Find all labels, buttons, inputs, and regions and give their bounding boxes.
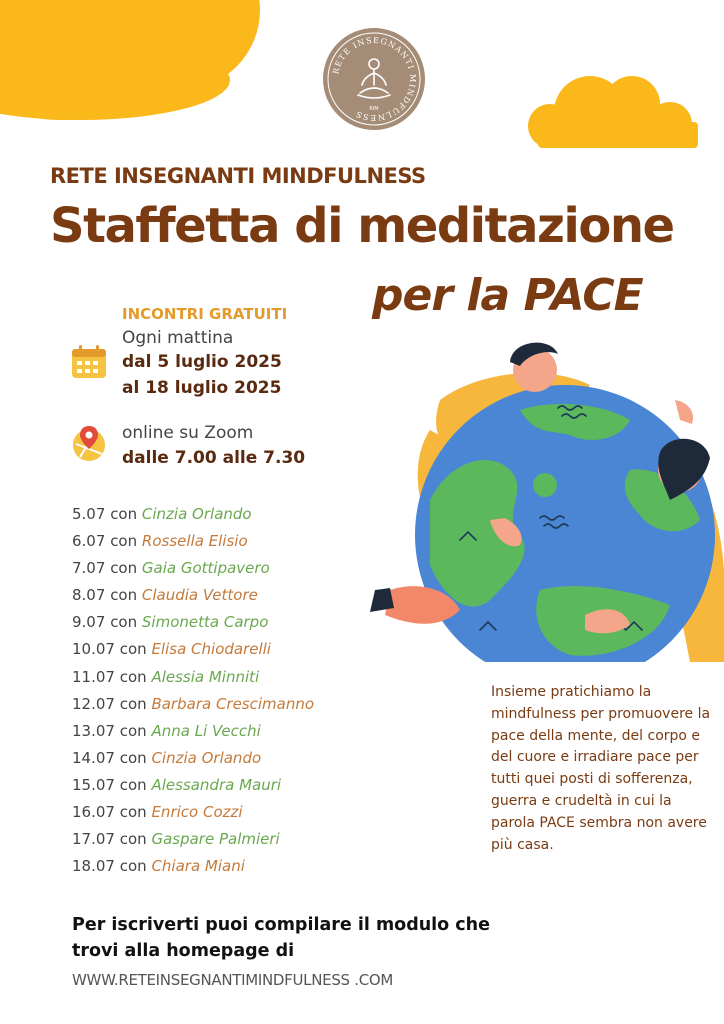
list-item: 15.07 con Alessandra Mauri (72, 775, 282, 794)
list-item: 5.07 con Cinzia Orlando (72, 505, 252, 523)
rim-logo-seal (322, 27, 426, 131)
instructor-name: Rossella Elisio (141, 532, 248, 551)
free-meetings-label: INCONTRI GRATUITI (122, 305, 288, 323)
list-item: 7.07 con Gaia Gottipavero (72, 559, 270, 578)
signup-text: Per iscriverti puoi compilare il modulo che trovi alla homepage di (72, 915, 491, 961)
organization-title: RETE INSEGNANTI MINDFULNESS (50, 164, 426, 188)
instructor-name: Simonetta Carpo (141, 613, 269, 632)
people-hugging-globe-illustration (370, 340, 724, 662)
schedule-list (72, 504, 314, 883)
list-item: 8.07 con Claudia Vettore (72, 586, 258, 605)
frequency-text: Ogni mattina (122, 328, 234, 348)
website-link[interactable]: WWW.RETEINSEGNANTIMINDFULNESS .COM (72, 971, 394, 989)
date-to: al 18 luglio 2025 (122, 378, 282, 398)
list-item: 11.07 con Alessia Minniti (72, 667, 260, 686)
main-title-line1: Staffetta di meditazione (50, 198, 674, 254)
list-item: 17.07 con Gaspare Palmieri (72, 830, 280, 849)
date-from: dal 5 luglio 2025 (122, 352, 282, 372)
list-item: 12.07 con Barbara Crescimanno (72, 694, 315, 713)
cloud-decoration-top-right (520, 72, 700, 148)
list-item: 10.07 con Elisa Chiodarelli (72, 640, 271, 659)
list-item: 18.07 con Chiara Miani (72, 857, 245, 876)
instructor-name: Gaspare Palmieri (151, 830, 280, 849)
list-item: 6.07 con Rossella Elisio (72, 532, 248, 551)
instructor-name: Elisa Chiodarelli (151, 640, 271, 659)
svg-text:RIM: RIM (369, 106, 379, 112)
calendar-icon (70, 344, 108, 380)
instructor-name: Claudia Vettore (141, 586, 258, 605)
list-item: 13.07 con Anna Li Vecchi (72, 721, 261, 740)
instructor-name: Enrico Cozzi (151, 803, 243, 822)
time-text: dalle 7.00 alle 7.30 (122, 448, 306, 468)
svg-text:RETE INSEGNANTI MINDFULNESS: RETE INSEGNANTI MINDFULNESS (331, 35, 418, 123)
description-paragraph: Insieme pratichiamo la mindfulness per promuovere la pace della mente, del corpo e del cuore e irradiare pace per tutti quei posti di sofferenza, guerra e crudeltà in cui la parola PACE sembra non avere più casa. (491, 684, 711, 853)
cloud-decoration-top-left (0, 0, 260, 120)
location-text: online su Zoom (122, 423, 254, 443)
location-pin-icon (70, 424, 108, 462)
instructor-name: Anna Li Vecchi (151, 721, 261, 740)
main-title-line2: per la PACE (372, 270, 643, 321)
instructor-name: Barbara Crescimanno (151, 694, 315, 713)
instructor-name: Gaia Gottipavero (141, 559, 270, 578)
instructor-name: Chiara Miani (151, 857, 245, 876)
list-item: 9.07 con Simonetta Carpo (72, 613, 269, 632)
instructor-name: Cinzia Orlando (141, 505, 252, 523)
list-item: 16.07 con Enrico Cozzi (72, 803, 243, 822)
instructor-name: Alessia Minniti (151, 667, 260, 686)
instructor-name: Cinzia Orlando (151, 748, 262, 767)
list-item: 14.07 con Cinzia Orlando (72, 748, 262, 767)
instructor-name: Alessandra Mauri (151, 775, 282, 794)
